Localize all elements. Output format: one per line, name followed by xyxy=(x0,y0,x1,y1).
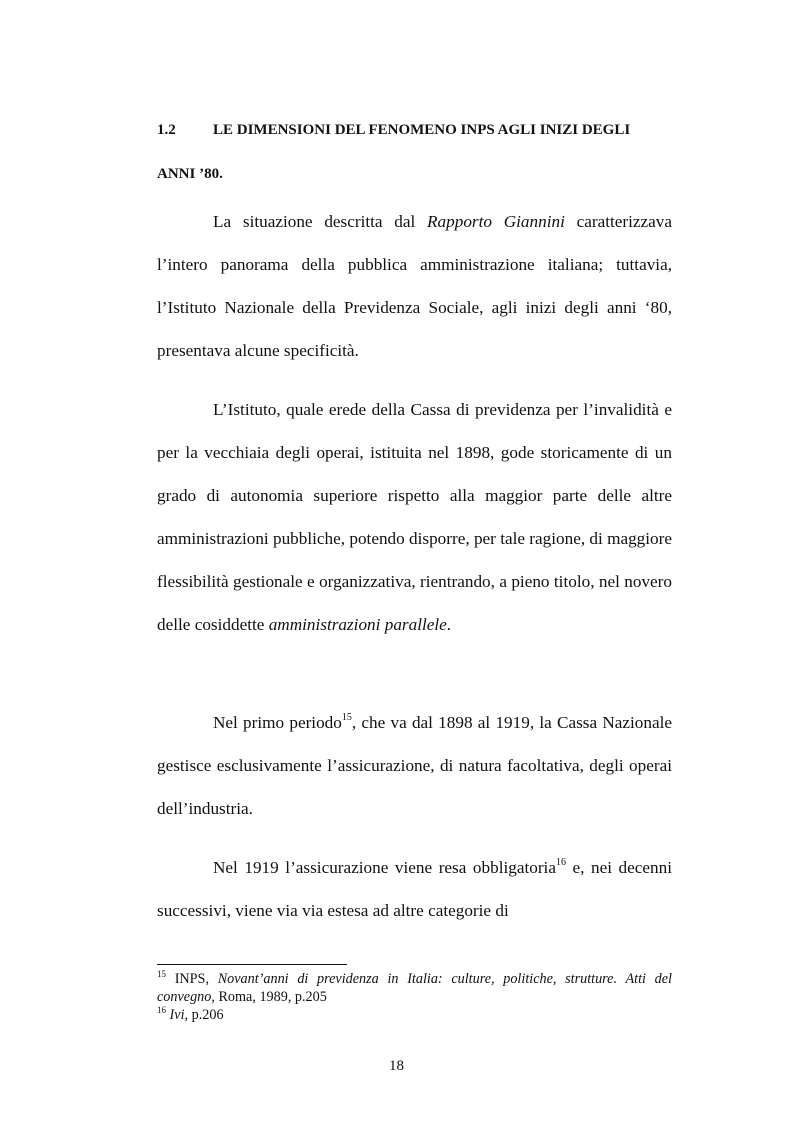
paragraph-2-text-b: . xyxy=(446,615,452,634)
paragraph-2-text-a: L’Istituto, quale erede della Cassa di previdenza per l’invalidità e per la vecchiaia degli operai, istituita nel 1898, gode storicamente di un grado di autonomia superiore rispetto alla maggior parte delle altre amministrazioni pubbliche, potendo disporre, per tale ragione, di maggiore flessibilità gestionale e organizzativa, rientrando, a pieno titolo, nel novero delle cosiddette xyxy=(157,400,672,634)
paragraph-3-text-b: , che va dal 1898 al 1919, la Cassa Nazionale gestisce esclusivamente l’assicurazione, di natura facoltativa, degli operai dell’industria. xyxy=(157,713,672,818)
section-number: 1.2 xyxy=(157,122,176,138)
paragraph-1-text-b: caratterizzava l’intero panorama della pubblica amministrazione italiana; tuttavia, l’Istituto Nazionale della Previdenza Sociale, agli inizi degli anni ‘80, presentava alcune specificità. xyxy=(157,212,673,360)
footnote-separator xyxy=(157,964,347,965)
footnote-15-title: Novant’anni di previdenza in Italia: culture, politiche, strutture. Atti del convegno xyxy=(157,971,672,1005)
paragraph-4-text-a: Nel 1919 l’assicurazione viene resa obbligatoria xyxy=(213,858,556,877)
footnote-ref-15: 15 xyxy=(341,712,352,724)
footnote-16-tail: p.206 xyxy=(188,1007,224,1023)
paragraph-1-text-a: La situazione descritta dal xyxy=(213,212,428,231)
rapporto-giannini-reference: Rapporto Giannini xyxy=(427,212,565,231)
footnote-15-lead: INPS, xyxy=(166,971,218,987)
paragraph-3-text-a: Nel primo periodo xyxy=(213,713,342,732)
paragraph-3 xyxy=(157,701,672,830)
paragraph-1 xyxy=(157,200,672,372)
footnote-16-mark: 16 xyxy=(157,1005,166,1016)
footnote-ref-16: 16 xyxy=(555,857,566,869)
footnote-16-title: Ivi, xyxy=(169,1007,189,1023)
footnote-15 xyxy=(157,970,672,1006)
footnote-15-tail: , Roma, 1989, p.205 xyxy=(211,989,327,1005)
section-heading xyxy=(157,108,672,196)
footnote-15-mark: 15 xyxy=(157,969,166,980)
amministrazioni-parallele-term: amministrazioni parallele xyxy=(268,615,447,634)
page-number: 18 xyxy=(389,1058,404,1074)
paragraph-4-text-b: e, nei decenni successivi, viene via via estesa ad altre categorie di xyxy=(157,858,672,920)
section-title-line-2: ANNI ’80. xyxy=(157,166,223,182)
paragraph-2 xyxy=(157,388,672,646)
footnotes xyxy=(157,970,672,1024)
footnote-16 xyxy=(157,1006,672,1024)
section-title-line-1: LE DIMENSIONI DEL FENOMENO INPS AGLI INIZI DEGLI xyxy=(213,122,631,138)
paragraph-4 xyxy=(157,846,672,932)
